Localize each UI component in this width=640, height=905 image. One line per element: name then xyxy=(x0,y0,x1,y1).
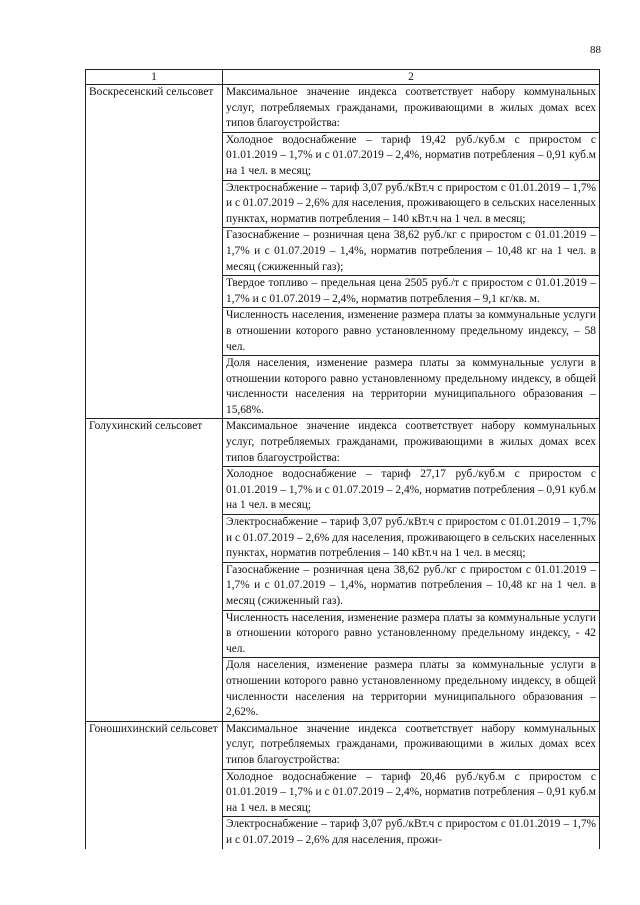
table-row xyxy=(86,419,600,721)
indices-table xyxy=(85,69,600,849)
region-description xyxy=(223,721,600,848)
description-paragraph: Доля населения, изменение размера платы за коммунальные услуги в отношении которого равно установленному предельному индексу, в общей численности населения на территории муниципального образования – 15,68%. xyxy=(226,357,596,416)
description-paragraph: Электроснабжение – тариф 3,07 руб./кВт.ч с приростом с 01.01.2019 – 1,7% и с 01.07.2019 – 2,6% для населения, проживающего в сельских населенных пунктах, норматив потребления – 140 кВт.ч на 1 чел. в месяц; xyxy=(223,515,599,563)
description-paragraph: Максимальное значение индекса соответствует набору коммунальных услуг, потребляемых гражданами, проживающими в жилых домах всех типов благоустройства: xyxy=(223,419,599,467)
description-paragraph: Максимальное значение индекса соответствует набору коммунальных услуг, потребляемых гражданами, проживающими в жилых домах всех типов благоустройства: xyxy=(223,722,599,770)
description-paragraph: Газоснабжение – розничная цена 38,62 руб./кг с приростом с 01.01.2019 – 1,7% и с 01.07.2019 – 1,4%, норматив потребления – 10,48 кг на 1 чел. в месяц (сжиженный газ). xyxy=(223,563,599,611)
description-paragraph: Численность населения, изменение размера платы за коммунальные услуги в отношении которого равно установленному предельному индексу, - 42 чел. xyxy=(223,611,599,659)
region-description xyxy=(223,85,600,419)
region-name: Гоношихинский сельсовет xyxy=(86,721,223,848)
region-name: Воскресенский сельсовет xyxy=(86,85,223,419)
table-header-row xyxy=(86,70,600,85)
region-description xyxy=(223,419,600,721)
description-paragraph: Холодное водоснабжение – тариф 20,46 руб./куб.м с приростом с 01.01.2019 – 1,7% и с 01.07.2019 – 2,4%, норматив потребления – 0,91 куб.м на 1 чел. в месяц; xyxy=(223,770,599,818)
page-number: 88 xyxy=(590,44,601,56)
description-paragraph: Газоснабжение – розничная цена 38,62 руб./кг с приростом с 01.01.2019 – 1,7% и с 01.07.2019 – 1,4%, норматив потребления – 10,48 кг на 1 чел. в месяц (сжиженный газ); xyxy=(223,228,599,276)
description-paragraph: Холодное водоснабжение – тариф 19,42 руб./куб.м с приростом с 01.01.2019 – 1,7% и с 01.07.2019 – 2,4%, норматив потребления – 0,91 куб.м на 1 чел. в месяц; xyxy=(223,133,599,181)
column-header-1: 1 xyxy=(86,70,223,85)
description-paragraph: Электроснабжение – тариф 3,07 руб./кВт.ч с приростом с 01.01.2019 – 1,7% и с 01.07.2019 – 2,6% для населения, прожи- xyxy=(226,818,596,846)
description-paragraph: Твердое топливо – предельная цена 2505 руб./т с приростом с 01.01.2019 – 1,7% и с 01.07.2019 – 2,4%, норматив потребления – 9,1 кг/кв. м. xyxy=(223,276,599,308)
description-paragraph: Максимальное значение индекса соответствует набору коммунальных услуг, потребляемых гражданами, проживающими в жилых домах всех типов благоустройства: xyxy=(223,85,599,133)
table-row xyxy=(86,85,600,419)
description-paragraph: Численность населения, изменение размера платы за коммунальные услуги в отношении которого равно установленному предельному индексу, – 58 чел. xyxy=(223,308,599,356)
column-header-2: 2 xyxy=(223,70,600,85)
description-paragraph: Электроснабжение – тариф 3,07 руб./кВт.ч с приростом с 01.01.2019 – 1,7% и с 01.07.2019 – 2,6% для населения, проживающего в сельских населенных пунктах, норматив потребления – 140 кВт.ч на 1 чел. в месяц; xyxy=(223,181,599,229)
table-row xyxy=(86,721,600,848)
description-paragraph: Доля населения, изменение размера платы за коммунальные услуги в отношении которого равно установленному предельному индексу, в общей численности населения на территории муниципального образования – 2,62%. xyxy=(226,659,596,719)
region-name: Голухинский сельсовет xyxy=(86,419,223,721)
description-paragraph: Холодное водоснабжение – тариф 27,17 руб./куб.м с приростом с 01.01.2019 – 1,7% и с 01.07.2019 – 2,4%, норматив потребления – 0,91 куб.м на 1 чел. в месяц; xyxy=(223,467,599,515)
